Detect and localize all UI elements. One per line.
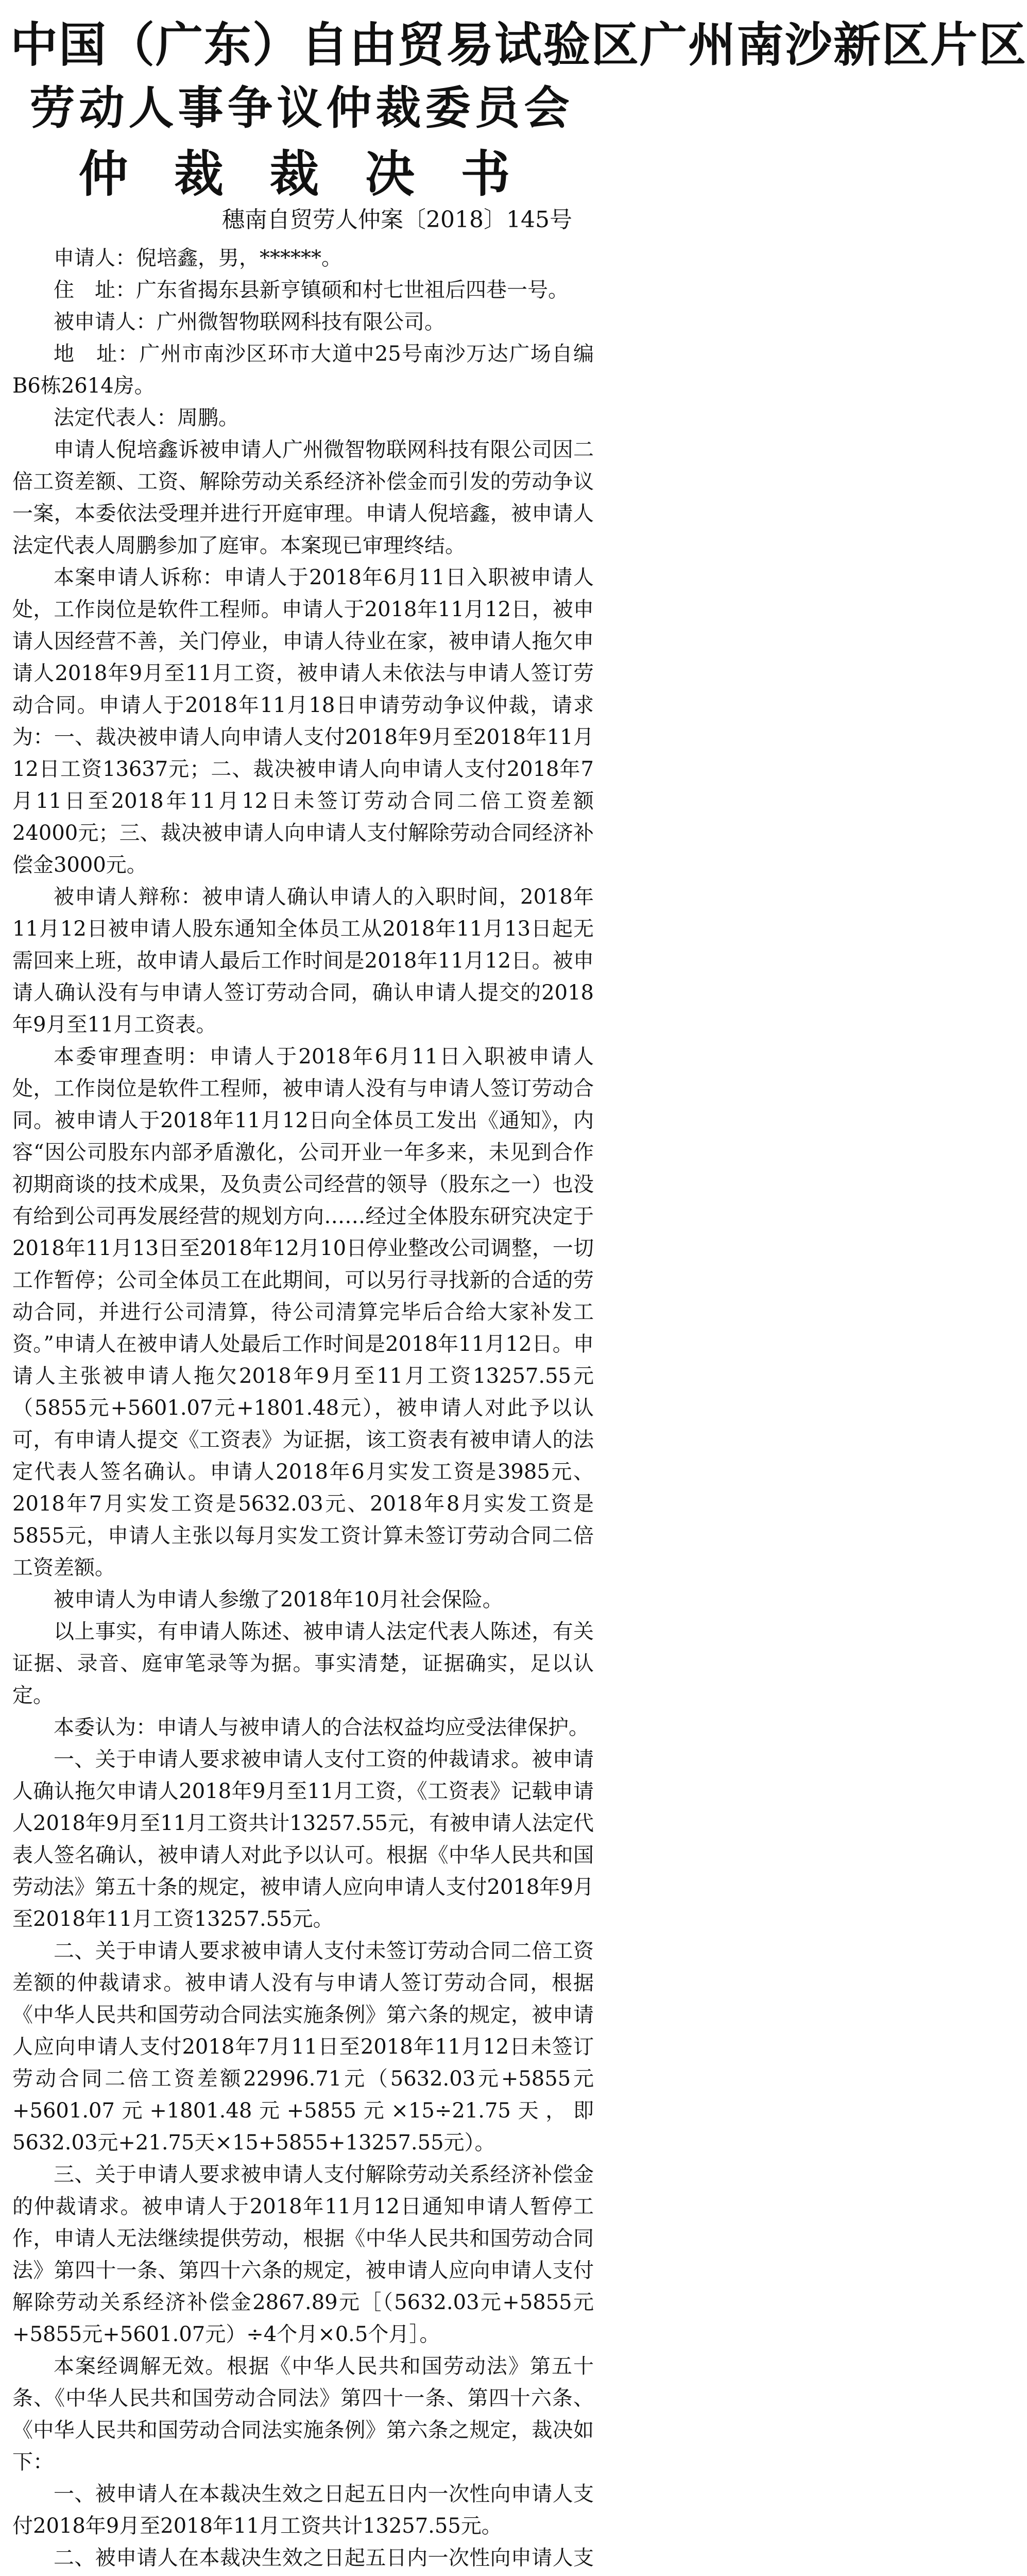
- committee-opinion-paragraph: 本委认为：申请人与被申请人的合法权益均应受法律保护。: [54, 1716, 589, 1739]
- legal-representative-line: 法定代表人：周鹏。: [54, 406, 239, 430]
- case-number: 穗南自贸劳人仲案〔2018〕145号: [222, 207, 572, 233]
- issuer-name-line2: 劳动人事争议仲裁委员会: [29, 81, 574, 134]
- findings-paragraph: 本委审理查明：申请人于2018年6月11日入职被申请人处，工作岗位是软件工程师，被申请人没有与申请人签订劳动合同。被申请人于2018年11月12日向全体员工发出《通知》，内容“因公司股东内部矛盾激化，公司开业一年多来，未见到合作初期商谈的技术成果，及负责公司经营的领导（股东之一）也没有给到公司再发展经营的规划方向……经过全体股东研究决定于2018年11月13日至2018年12月10日停业整改公司调整，一切工作暂停；公司全体员工在此期间，可以另行寻找新的合适的劳动合同，并进行公司清算，待公司清算完毕后合给大家补发工资。”申请人在被申请人处最后工作时间是2018年11月12日。申请人主张被申请人拖欠2018年9月至11月工资13257.55元（5855元+5601.07元+1801.48元），被申请人对此予以认可，有申请人提交《工资表》为证据，该工资表有被申请人的法定代表人签名确认。申请人2018年6月实发工资是3985元、2018年7月实发工资是5632.03元、2018年8月实发工资是5855元，申请人主张以每月实发工资计算未签订劳动合同二倍工资差额。: [12, 1045, 594, 1580]
- applicant-line: 申请人：倪培鑫，男，******。: [54, 246, 342, 270]
- parties-block: [12, 242, 594, 434]
- document-body: [12, 242, 594, 2576]
- social-insurance-paragraph: 被申请人为申请人参缴了2018年10月社会保险。: [54, 1588, 503, 1612]
- ruling-item-1: 一、被申请人在本裁决生效之日起五日内一次性向申请人支付2018年9月至2018年11月工资共计13257.55元。: [12, 2482, 594, 2538]
- issuer-name-line1: 中国（广东）自由贸易试验区广州南沙新区片区: [10, 17, 1027, 73]
- ruling-item-2: 二、被申请人在本裁决生效之日起五日内一次性向申请人支: [54, 2546, 594, 2570]
- respondent-defense-paragraph: 被申请人辩称：被申请人确认申请人的入职时间，2018年11月12日被申请人股东通知全体员工从2018年11月13日起无需回来上班，故申请人最后工作时间是2018年11月12日。被申请人确认没有与申请人签订劳动合同，确认申请人提交的2018年9月至11月工资表。: [12, 885, 594, 1037]
- opinion-compensation-paragraph: 三、关于申请人要求被申请人支付解除劳动关系经济补偿金的仲裁请求。被申请人于2018年11月12日通知申请人暂停工作，申请人无法继续提供劳动，根据《中华人民共和国劳动合同法》第四十一条、第四十六条的规定，被申请人应向申请人支付解除劳动关系经济补偿金2867.89元［（5632.03元+5855元+5855元+5601.07元）÷4个月×0.5个月］。: [12, 2163, 594, 2346]
- ruling-basis-paragraph: 本案经调解无效。根据《中华人民共和国劳动法》第五十条、《中华人民共和国劳动合同法》第四十一条、第四十六条、《中华人民共和国劳动合同法实施条例》第六条之规定，裁决如下：: [12, 2354, 594, 2474]
- evidence-paragraph: 以上事实，有申请人陈述、被申请人法定代表人陈述，有关证据、录音、庭审笔录等为据。事实清楚，证据确实，足以认定。: [12, 1620, 594, 1707]
- opinion-double-wage-paragraph: 二、关于申请人要求被申请人支付未签订劳动合同二倍工资差额的仲裁请求。被申请人没有与申请人签订劳动合同，根据《中华人民共和国劳动合同法实施条例》第六条的规定，被申请人应向申请人支付2018年7月11日至2018年11月12日未签订劳动合同二倍工资差额22996.71元（5632.03元+5855元+5601.07元+1801.48元+5855元×15÷21.75天，即5632.03元+21.75天×15+5855+13257.55元）。: [12, 1939, 594, 2155]
- opinion-wages-paragraph: 一、关于申请人要求被申请人支付工资的仲裁请求。被申请人确认拖欠申请人2018年9月至11月工资，《工资表》记载申请人2018年9月至11月工资共计13257.55元，有被申请人法定代表人签名确认，被申请人对此予以认可。根据《中华人民共和国劳动法》第五十条的规定，被申请人应向申请人支付2018年9月至2018年11月工资13257.55元。: [12, 1748, 594, 1931]
- applicant-address-line: 住 址：广东省揭东县新亨镇硕和村七世祖后四巷一号。: [54, 278, 569, 302]
- case-intro-paragraph: 申请人倪培鑫诉被申请人广州微智物联网科技有限公司因二倍工资差额、工资、解除劳动关系经济补偿金而引发的劳动争议一案，本委依法受理并进行开庭审理。申请人倪培鑫，被申请人法定代表人周鹏参加了庭审。本案现已审理终结。: [12, 438, 594, 557]
- document-title: 仲 裁 裁 决 书: [78, 145, 525, 203]
- respondent-line: 被申请人：广州微智物联网科技有限公司。: [54, 310, 445, 334]
- applicant-claim-paragraph: 本案申请人诉称：申请人于2018年6月11日入职被申请人处，工作岗位是软件工程师。申请人于2018年11月12日，被申请人因经营不善，关门停业，申请人待业在家，被申请人拖欠申请人2018年9月至11月工资，被申请人未依法与申请人签订劳动合同。申请人于2018年11月18日申请劳动争议仲裁，请求为：一、裁决被申请人向申请人支付2018年9月至2018年11月12日工资13637元；二、裁决被申请人向申请人支付2018年7月11日至2018年11月12日未签订劳动合同二倍工资差额24000元；三、裁决被申请人向申请人支付解除劳动合同经济补偿金3000元。: [12, 566, 594, 877]
- respondent-address-line: 地 址：广州市南沙区环市大道中25号南沙万达广场自编B6栋2614房。: [12, 342, 594, 398]
